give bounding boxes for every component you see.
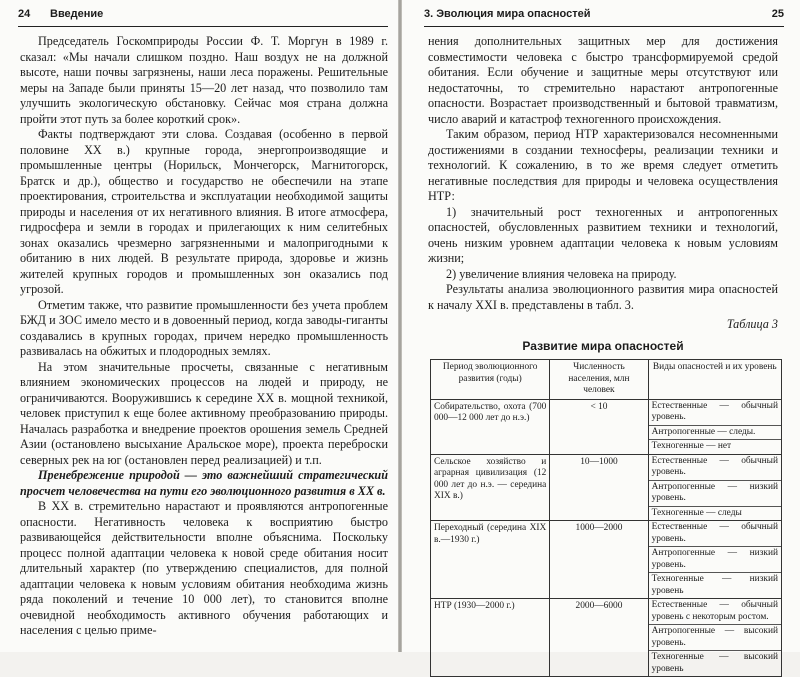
left-page [0, 0, 398, 652]
right-running-title: 3. Эволюция мира опасностей [424, 8, 591, 20]
right-page [402, 0, 800, 674]
population-cell: < 10 [550, 399, 648, 454]
danger-level: Антропогенные — низкий уровень. [649, 481, 781, 507]
period-cell: НТР (1930—2000 г.) [431, 599, 550, 677]
paragraph: В XX в. стремительно нарастают и проявляются антропогенные опасности. Негативность человека к восприятию быстро развивающейся действительности вполне объяснима. Поскольку процесс полной адаптации человека к новой среде обитания носит длительный характер (по утверждению специалистов, для полной адаптации человека к новым условиям обитания необходима жизнь ряда поколений и течение 10 000 лет), то становится вполне очевидной необходимость активного обучения работающих и населения с целью приме- [20, 499, 388, 637]
period-cell: Сельское хозяйство и аграрная цивилизация (12 000 лет до н.э. — середина XIX в.) [431, 454, 550, 521]
danger-level: Естественные — обычный уровень с некоторым ростом. [649, 599, 781, 625]
period-cell: Собирательство, охота (700 000—12 000 лет до н.э.) [431, 399, 550, 454]
dangers-cell [648, 599, 781, 677]
danger-level: Естественные — обычный уровень. [649, 400, 781, 426]
paragraph: Таким образом, период НТР характеризовался несомненными достижениями в создании техносферы, реализации техники и технологий. К сожалению, в то же время следует отметить негативные последствия для природы и человека осуществления НТР: [428, 127, 778, 203]
right-page-number: 25 [771, 8, 784, 20]
right-body-text [428, 34, 778, 677]
danger-level: Естественные — обычный уровень. [649, 455, 781, 481]
emphasis-statement: Пренебрежение природой — это важнейший стратегический просчет человечества на пути его эволюционного развития в XX в. [20, 468, 388, 498]
danger-level: Техногенные — следы [651, 507, 742, 518]
table-caption: Таблица 3 [726, 317, 778, 331]
left-running-title: Введение [50, 8, 104, 20]
column-header-population: Численность населения, млн человек [550, 360, 648, 400]
left-page-header [18, 8, 388, 27]
column-header-dangers: Виды опасностей и их уровень [648, 360, 781, 400]
population-cell: 1000—2000 [550, 521, 648, 599]
population-cell: 2000—6000 [550, 599, 648, 677]
period-cell: Переходный (середина XIX в.—1930 г.) [431, 521, 550, 599]
paragraph: нения дополнительных защитных мер для достижения совместимости человека с быстро трансформируемой средой обитания. Если обучение и защитные меры отсутствуют или недостаточны, то стремительно нарастают антропогенные опасности. Возрастает производственный и бытовой травматизм, число аварий и катастроф техногенного происхождения. [428, 34, 778, 126]
danger-level: Техногенные — низкий уровень [651, 574, 778, 596]
left-body-text [20, 34, 388, 639]
population-cell: 10—1000 [550, 454, 648, 521]
paragraph: Отметим также, что развитие промышленности без учета проблем БЖД и ЗОС имело место и в довоенный период, когда заводы-гиганты создавались в крупных городах, причем нередко промышленность развивалась на обжитых и плодородных землях. [20, 297, 388, 358]
dangers-cell [648, 454, 781, 521]
list-item: 1) значительный рост техногенных и антропогенных опасностей, обусловленных развитием техники и технологий, очень низким уровнем адаптации человека к новым условиям жизни; [428, 204, 778, 265]
list-item: 2) увеличение влияния человека на природу. [446, 266, 677, 281]
table-row [431, 454, 782, 521]
paragraph: На этом значительные просчеты, связанные с негативным влиянием экономических процессов на людей и природу, не ограничиваются. Вооружившись к середине XX в. мощной техникой, человек приступил к еще более активному преобразованию природы. Началась разработка и внедрение проектов орошения земель Средней Азии (остановлено высыхание Аральское море), проекта переброски северных рек на юг (остановлен перед реализацией) и т.п. [20, 359, 388, 467]
dangers-table [430, 359, 782, 677]
danger-level: Антропогенные — низкий уровень. [649, 547, 781, 573]
column-header-period: Период эволюционного развития (годы) [431, 360, 550, 400]
danger-level: Естественные — обычный уровень. [649, 521, 781, 547]
table-header-row [431, 360, 782, 400]
right-page-header [424, 8, 784, 27]
danger-level: Техногенные — нет [651, 441, 732, 451]
danger-level: Антропогенные — высокий уровень. [649, 625, 781, 651]
danger-level: Техногенные — высокий уровень [651, 652, 778, 674]
danger-level: Антропогенные — следы. [649, 426, 781, 441]
table-title: Развитие мира опасностей [522, 338, 684, 353]
dangers-cell [648, 399, 781, 454]
table-row [431, 521, 782, 599]
left-page-number: 24 [18, 8, 31, 20]
table-row [431, 599, 782, 677]
table-row [431, 399, 782, 454]
paragraph: Результаты анализа эволюционного развития мира опасностей к началу XXI в. представлены в табл. 3. [428, 282, 778, 312]
dangers-cell [648, 521, 781, 599]
paragraph: Факты подтверждают эти слова. Создавая (особенно в первой половине XX в.) крупные города, энергопроизводящие и промышленные центры (Норильск, Мончегорск, Магнитогорск, Братск и др.), общество и государство не обеспечили на этапе проектирования, строительства и эксплуатации необходимой защиты природы и населения от их негативного влияния. В итоге атмосфера, гидросфера и земли в городах и прилегающих к ним селитебных зонах оказались чрезмерно загрязненными и малопригодными к обитанию в них людей. В результате природа, здоровье и жизнь жителей крупных городов и промышленных зон оказались под угрозой. [20, 127, 388, 296]
paragraph: Председатель Госкомприроды России Ф. Т. Моргун в 1989 г. сказал: «Мы начали слишком поздно. Наш воздух не на должной высоте, наши почвы загрязнены, наши леса поражены. Решительные меры на Западе были приняты 15—20 лет назад, что позволило там улучшить экологическую обстановку. Сейчас моя страна должна пройти этот путь за более короткий срок». [20, 34, 388, 126]
